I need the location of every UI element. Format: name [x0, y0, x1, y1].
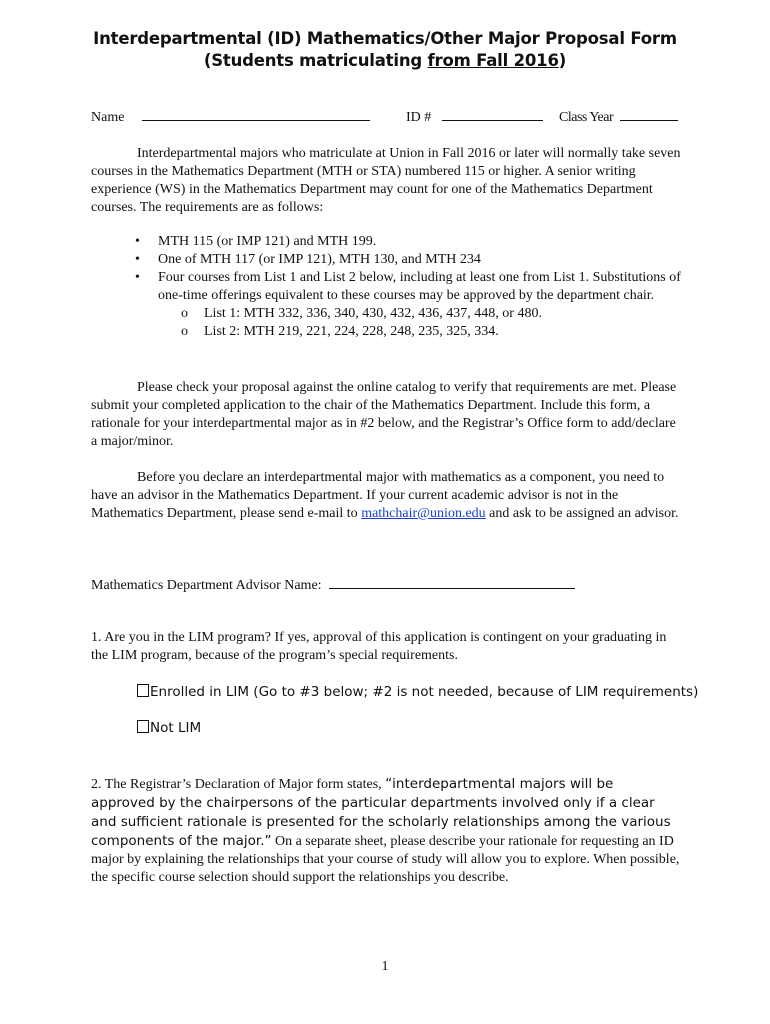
requirement-item — [91, 269, 681, 341]
id-field-row — [406, 108, 543, 127]
bullet-marker: • — [135, 252, 140, 267]
subtitle-underlined: from Fall 2016 — [427, 51, 559, 70]
course-list-2: List 2: MTH 219, 221, 224, 228, 248, 235, 325, 334. — [204, 324, 499, 339]
form-subtitle — [0, 50, 770, 72]
name-field-row — [91, 108, 370, 127]
requirement-item — [91, 233, 681, 251]
page-number: 1 — [381, 959, 389, 974]
requirements-list — [91, 233, 681, 341]
form-title-line1: Interdepartmental (ID) Mathematics/Other Major Proposal Form — [93, 29, 677, 48]
id-label: ID # — [406, 110, 432, 125]
question-2-rest: On a separate sheet, please describe your rationale for requesting an ID major by explaining the relationships that your course of study will allow you to explore. When possible, the specific course selection should support the relationships you describe. — [91, 834, 680, 885]
name-input-line[interactable] — [142, 108, 370, 121]
id-input-line[interactable] — [442, 108, 543, 121]
subtitle-suffix: ) — [558, 51, 567, 70]
question-2-quote: “interdepartmental majors will be approved by the chairpersons of the particular departments involved only if a clear and sufficient rationale is presented for the scholarly relationships among the various components of the major.” — [91, 776, 671, 849]
sub-bullet-marker: o — [181, 324, 188, 339]
option-enrolled-lim — [137, 683, 698, 701]
requirement-text: Four courses from List 1 and List 2 below, including at least one from List 1. Substitutions of one-time offerings equivalent to these courses may be approved by the department chair. — [158, 270, 681, 303]
form-title — [0, 28, 770, 50]
name-label: Name — [91, 110, 125, 125]
course-list-item — [158, 305, 681, 323]
subtitle-prefix: (Students matriculating — [203, 51, 428, 70]
requirement-text: One of MTH 117 (or IMP 121), MTH 130, and MTH 234 — [158, 252, 481, 267]
intro-paragraph: Interdepartmental majors who matriculate at Union in Fall 2016 or later will normally take seven courses in the Mathematics Department (MTH or STA) numbered 115 or higher. A senior writing experience (WS) in the Mathematics Department may count for one of the Mathematics Department courses. The requirements are as follows: — [91, 146, 681, 215]
question-2 — [91, 775, 681, 887]
question-1: 1. Are you in the LIM program? If yes, approval of this application is contingent on your graduating in the LIM program, because of the program’s special requirements. — [91, 630, 667, 663]
advisor-text-after: and ask to be assigned an advisor. — [485, 506, 679, 521]
bullet-marker: • — [135, 234, 140, 249]
requirement-item — [91, 251, 681, 269]
mathchair-email-link[interactable]: mathchair@union.edu — [361, 506, 486, 521]
sub-bullet-marker: o — [181, 306, 188, 321]
course-lists — [158, 305, 681, 341]
class-year-input-line[interactable] — [620, 108, 678, 121]
course-list-item — [158, 323, 681, 341]
advisor-name-row — [91, 576, 575, 595]
advisor-paragraph — [91, 469, 681, 523]
advisor-text-before: Before you declare an interdepartmental major with mathematics as a component, you need to have an advisor in the Mathematics Department. If your current academic advisor is not in the Mathematics Department, please send e-mail to — [91, 470, 665, 521]
enrolled-lim-checkbox[interactable] — [137, 684, 149, 697]
requirement-text: MTH 115 (or IMP 121) and MTH 199. — [158, 234, 377, 249]
not-lim-checkbox[interactable] — [137, 720, 149, 733]
submission-paragraph: Please check your proposal against the online catalog to verify that requirements are met. Please submit your completed application to the chair of the Mathematics Department. Include this form, a rationale for your interdepartmental major as in #2 below, and the Registrar’s Office form to add/declare a major/minor. — [91, 380, 677, 449]
class-year-field-row — [559, 108, 678, 127]
bullet-marker: • — [135, 270, 140, 285]
not-lim-label: Not LIM — [150, 720, 202, 736]
advisor-name-input-line[interactable] — [329, 576, 575, 589]
enrolled-lim-label: Enrolled in LIM (Go to #3 below; #2 is not needed, because of LIM requirements) — [150, 684, 699, 700]
option-not-lim — [137, 719, 201, 737]
question-2-lead: 2. The Registrar’s Declaration of Major form states, — [91, 777, 386, 792]
advisor-name-label: Mathematics Department Advisor Name: — [91, 578, 322, 593]
class-year-label: Class Year — [559, 110, 614, 125]
course-list-1: List 1: MTH 332, 336, 340, 430, 432, 436, 437, 448, or 480. — [204, 306, 542, 321]
